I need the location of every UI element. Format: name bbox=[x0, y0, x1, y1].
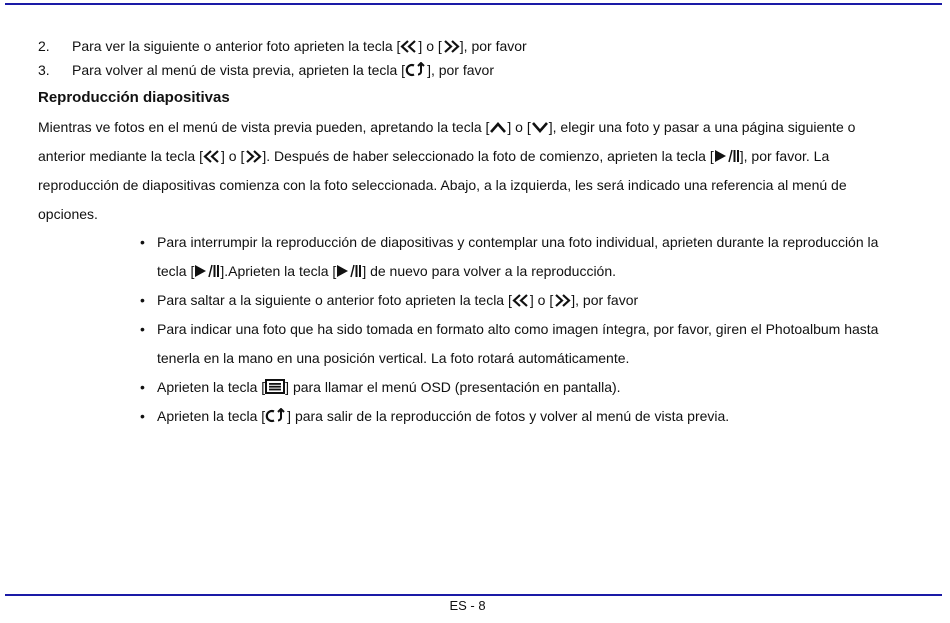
list-item: • Para interrumpir la reproducción de diapositivas y contemplar una foto individual, aprieten durante la reproducción la tecla [ ].Aprieten la tecla [ ] de nuevo para volver a la reproducción. bbox=[140, 228, 930, 286]
rewind-icon bbox=[400, 40, 418, 53]
list-item: • Aprieten la tecla [ ] para salir de la reproducción de fotos y volver al menú de vista previa. bbox=[140, 402, 930, 431]
play-pause-icon bbox=[336, 264, 362, 278]
step-number: 2. bbox=[38, 38, 50, 54]
bullet-marker: • bbox=[140, 408, 145, 424]
return-icon bbox=[405, 62, 427, 77]
fast-forward-icon bbox=[442, 40, 460, 53]
return-icon bbox=[265, 408, 287, 423]
list-item: • Para saltar a la siguiente o anterior foto aprieten la tecla [ ] o [ ], por favor bbox=[140, 286, 930, 315]
down-arrow-icon bbox=[531, 121, 549, 134]
step-number: 3. bbox=[38, 62, 50, 78]
up-arrow-icon bbox=[489, 121, 507, 134]
play-pause-icon bbox=[194, 264, 220, 278]
bullet-marker: • bbox=[140, 321, 145, 337]
bottom-rule bbox=[5, 594, 942, 596]
step-3: 3. Para volver al menú de vista previa, aprieten la tecla [ ], por favor bbox=[38, 62, 494, 78]
bullet-list bbox=[140, 228, 930, 431]
section-heading: Reproducción diapositivas bbox=[38, 89, 230, 106]
top-rule bbox=[5, 3, 942, 5]
intro-paragraph: Mientras ve fotos en el menú de vista previa pueden, apretando la tecla [ ] o [ ], elegir una foto y pasar a una página siguiente o anterior mediante la tecla [ ] o [ ]. Después de haber seleccionado la foto de comienzo, aprieten la tecla [ ], por favor. La reproducción de diapositivas comienza con la foto seleccionada. Abajo, a la izquierda, les será indicado una referencia al menú de opciones. bbox=[38, 119, 856, 222]
step-2: 2. Para ver la siguiente o anterior foto aprieten la tecla [ ] o [ ], por favor bbox=[38, 38, 527, 54]
fast-forward-icon bbox=[244, 150, 262, 163]
menu-icon bbox=[265, 379, 285, 394]
bullet-marker: • bbox=[140, 379, 145, 395]
rewind-icon bbox=[512, 294, 530, 307]
play-pause-icon bbox=[714, 149, 740, 163]
list-item: • Aprieten la tecla [ ] para llamar el menú OSD (presentación en pantalla). bbox=[140, 373, 930, 402]
fast-forward-icon bbox=[553, 294, 571, 307]
page-number: ES - 8 bbox=[449, 598, 486, 613]
list-item: • Para indicar una foto que ha sido tomada en formato alto como imagen íntegra, por favor, giren el Photoalbum hasta tenerla en la mano en una posición vertical. La foto rotará automáticamente. bbox=[140, 315, 930, 373]
bullet-marker: • bbox=[140, 234, 145, 250]
rewind-icon bbox=[203, 150, 221, 163]
bullet-marker: • bbox=[140, 292, 145, 308]
